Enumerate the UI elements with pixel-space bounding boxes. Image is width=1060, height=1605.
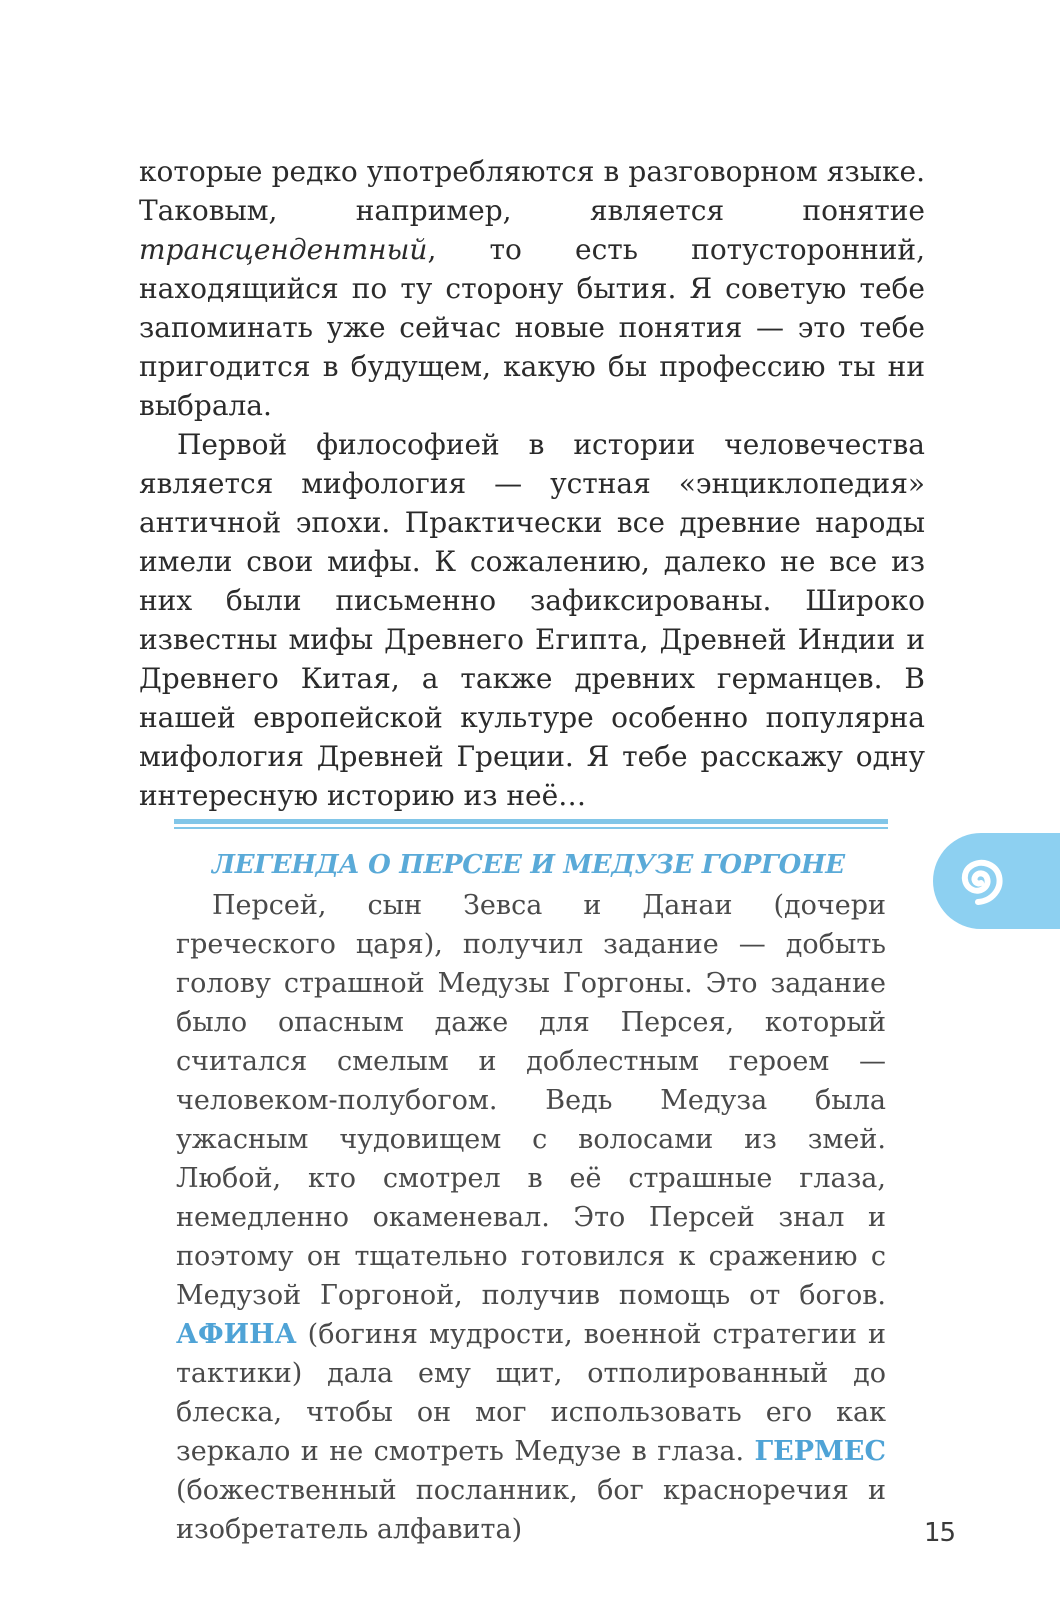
paragraph-2: Первой философией в истории человечества является мифология — устная «энциклопедия» античной эпохи. Практически все древние народы имели свои мифы. К сожалению, далеко не все из них были письменно зафиксированы. Широко известны мифы Древнего Египта, Древней Индии и Древнего Китая, а также древних германцев. В нашей европейской культуре особенно популярна мифология Древней Греции. Я тебе расскажу одну интересную историю из неё…	[139, 428, 925, 812]
section-divider	[174, 819, 888, 829]
highlight-athena: АФИНА	[176, 1319, 297, 1350]
legend-paragraph: Персей, сын Зевса и Данаи (дочери греческого царя), получил задание — добыть голову страшной Медузы Горгоны. Это задание было опасным даже для Персея, который считался смелым и доблестным героем — человеком-полубогом. Ведь Медуза была ужасным чудовищем с волосами из змей. Любой, кто смотрел в её страшные глаза, немедленно окаменевал. Это Персей знал и поэтому он тщательно готовился к сражению с Медузой Горгоной, получив помощь от богов. АФИНА (богиня мудрости, военной стратегии и тактики) дала ему щит, отполированный до блеска, чтобы он мог использовать его как зеркало и не смотреть Медузе в глаза. ГЕРМЕС (божественный посланник, бог красноречия и изобретатель алфавита)	[176, 890, 886, 1545]
spiral-icon	[947, 845, 1011, 915]
paragraph-1: которые редко употребляются в разговорном языке. Таковым, например, является понятие трансцендентный, то есть потусторонний, находящийся по ту сторону бытия. Я советую тебе запоминать уже сейчас новые понятия — это тебе пригодится в будущем, какую бы профессию ты ни выбрала.	[139, 155, 925, 422]
main-text	[139, 152, 925, 815]
section-tab	[933, 833, 1060, 929]
legend-title: ЛЕГЕНДА О ПЕРСЕЕ И МЕДУЗЕ ГОРГОНЕ	[212, 850, 845, 880]
italic-term: трансцендентный	[139, 233, 428, 266]
page-number: 15	[924, 1518, 956, 1548]
legend-box	[176, 846, 886, 1549]
highlight-hermes: ГЕРМЕС	[754, 1436, 886, 1467]
